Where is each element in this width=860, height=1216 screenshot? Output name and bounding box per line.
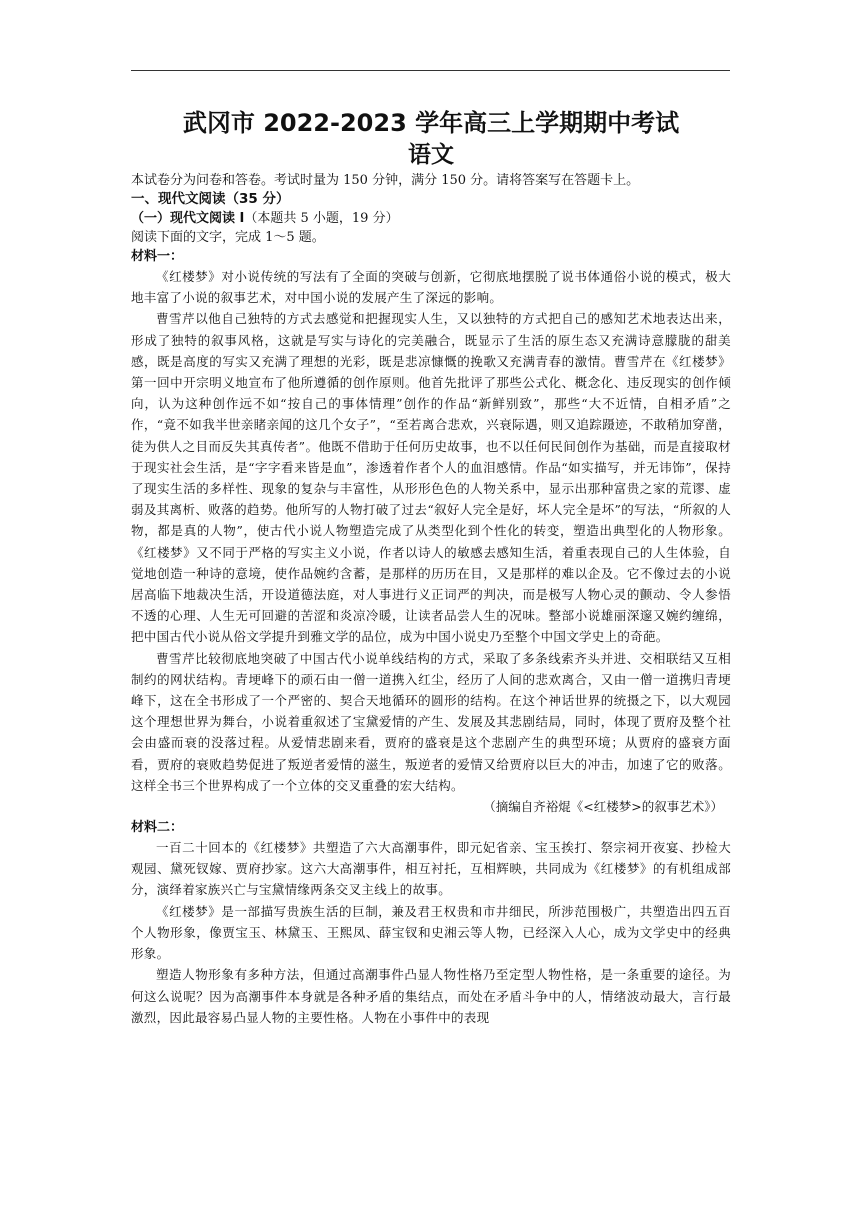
material1-source: （摘编自齐裕焜《<红楼梦>的叙事艺术》） bbox=[483, 799, 723, 815]
material2-label: 材料二： bbox=[131, 820, 184, 836]
material2-paragraph-1: 一百二十回本的《红楼梦》共塑造了六大高潮事件，即元妃省亲、宝玉挨打、祭宗祠开夜宴、抄检大观园、黛死钗嫁、贾府抄家。这六大高潮事件，相互衬托，互相辉映，共同成为《红楼梦》的有机组成部分，演绎着家族兴亡与宝黛情缘两条交叉主线上的故事。 bbox=[131, 840, 731, 898]
part-heading bbox=[131, 209, 731, 228]
exam-page bbox=[131, 106, 731, 1028]
exam-instructions: 本试卷分为问卷和答卷。考试时量为 150 分钟，满分 150 分。请将答案写在答题卡上。 bbox=[131, 173, 640, 188]
material2-paragraph-2: 《红楼梦》是一部描写贵族生活的巨制，兼及君王权贵和市井细民，所涉范围极广，共塑造出四五百个人物形象，像贾宝玉、林黛玉、王熙凤、薛宝钗和史湘云等人物，已经深入人心，成为文学史中的经典形象。 bbox=[131, 903, 731, 962]
material1-paragraph-2: 曹雪芹以他自己独特的方式去感觉和把握现实人生，又以独特的方式把自己的感知艺术地表达出来，形成了独特的叙事风格，这就是写实与诗化的完美融合，既显示了生活的原生态又充满诗意朦胧的甜美感，既是高度的写实又充满了理想的光彩，既是悲凉慷慨的挽歌又充满青春的激情。曹雪芹在《红楼梦》第一回中开宗明义地宣布了他所遵循的创作原则。他首先批评了那些公式化、概念化、违反现实的创作倾向，认为这种创作远不如“按自己的事体情理”创作的作品“新鲜别致”，那些“大不近情，自相矛盾”之作，“竟不如我半世亲睹亲闻的这几个女子”，“至若离合悲欢，兴衰际遇，则又追踪蹑迹，不敢稍加穿凿，徒为供人之目而反失其真传者”。他既不借助于任何历史故事，也不以任何民间创作为基础，而是直接取材于现实社会生活，是“字字看来皆是血”，渗透着作者个人的血泪感情。作品“如实描写，并无讳饰”，保持了现实生活的多样性、现象的复杂与丰富性，从形形色色的人物关系中，显示出那种富贵之家的荒谬、虚弱及其离析、败落的趋势。他所写的人物打破了过去“叙好人完全是好，坏人完全是坏”的写法，“所叙的人物，都是真的人物”，使古代小说人物塑造完成了从类型化到个性化的转变，塑造出典型化的人物形象。《红楼梦》又不同于严格的写实主义小说，作者以诗人的敏感去感知生活，着重表现自己的人生体验，自觉地创造一种诗的意境，使作品婉约含蓄，是那样的历历在目，又是那样的难以企及。它不像过去的小说居高临下地裁决生活，开设道德法庭，对人事进行义正词严的判决，而是极写人物心灵的颤动、令人参悟不透的心理、人生无可回避的苦涩和炎凉冷暖，让读者品尝人生的况味。整部小说雄丽深邃又婉约缠绵，把中国古代小说从俗文学提升到雅文学的品位，成为中国小说史乃至整个中国文学史上的奇葩。 bbox=[131, 311, 731, 645]
section-heading: 一、现代文阅读（35 分） bbox=[131, 191, 290, 207]
exam-title: 武冈市 2022-2023 学年高三上学期期中考试 bbox=[182, 109, 680, 137]
exam-subject: 语文 bbox=[408, 142, 454, 168]
reading-directions: 阅读下面的文字，完成 1～5 题。 bbox=[131, 230, 325, 245]
material2-paragraph-3: 塑造人物形象有多种方法，但通过高潮事件凸显人物性格乃至定型人物性格，是一条重要的途径。为何这么说呢？因为高潮事件本身就是各种矛盾的集结点，而处在矛盾斗争中的人，情绪波动最大，言行最激烈，因此最容易凸显人物的主要性格。人物在小事件中的表现 bbox=[131, 967, 731, 1025]
header-rule bbox=[131, 70, 730, 71]
part-label: （一）现代文阅读 Ⅰ bbox=[131, 211, 245, 226]
material1-paragraph-3: 曹雪芹比较彻底地突破了中国古代小说单线结构的方式，采取了多条线索齐头并进、交相联结又互相制约的网状结构。青埂峰下的顽石由一僧一道携入红尘，经历了人间的悲欢离合，又由一僧一道携归青埂峰下，这在全书形成了一个严密的、契合天地循环的圆形的结构。在这个神话世界的统摄之下，以大观园这个理想世界为舞台，小说着重叙述了宝黛爱情的产生、发展及其悲剧结局，同时，体现了贾府及整个社会由盛而衰的没落过程。从爱情悲剧来看，贾府的盛衰是这个悲剧产生的典型环境；从贾府的盛衰方面看，贾府的衰败趋势促进了叛逆者爱情的滋生，叛逆者的爱情又给贾府以巨大的冲击，加速了它的败落。这样全书三个世界构成了一个立体的交叉重叠的宏大结构。 bbox=[131, 650, 731, 793]
part-note: （本题共 5 小题，19 分） bbox=[244, 211, 399, 226]
material1-label: 材料一： bbox=[131, 249, 184, 264]
material1-paragraph-1: 《红楼梦》对小说传统的写法有了全面的突破与创新，它彻底地摆脱了说书体通俗小说的模式，极大地丰富了小说的叙事艺术，对中国小说的发展产生了深远的影响。 bbox=[131, 269, 731, 306]
